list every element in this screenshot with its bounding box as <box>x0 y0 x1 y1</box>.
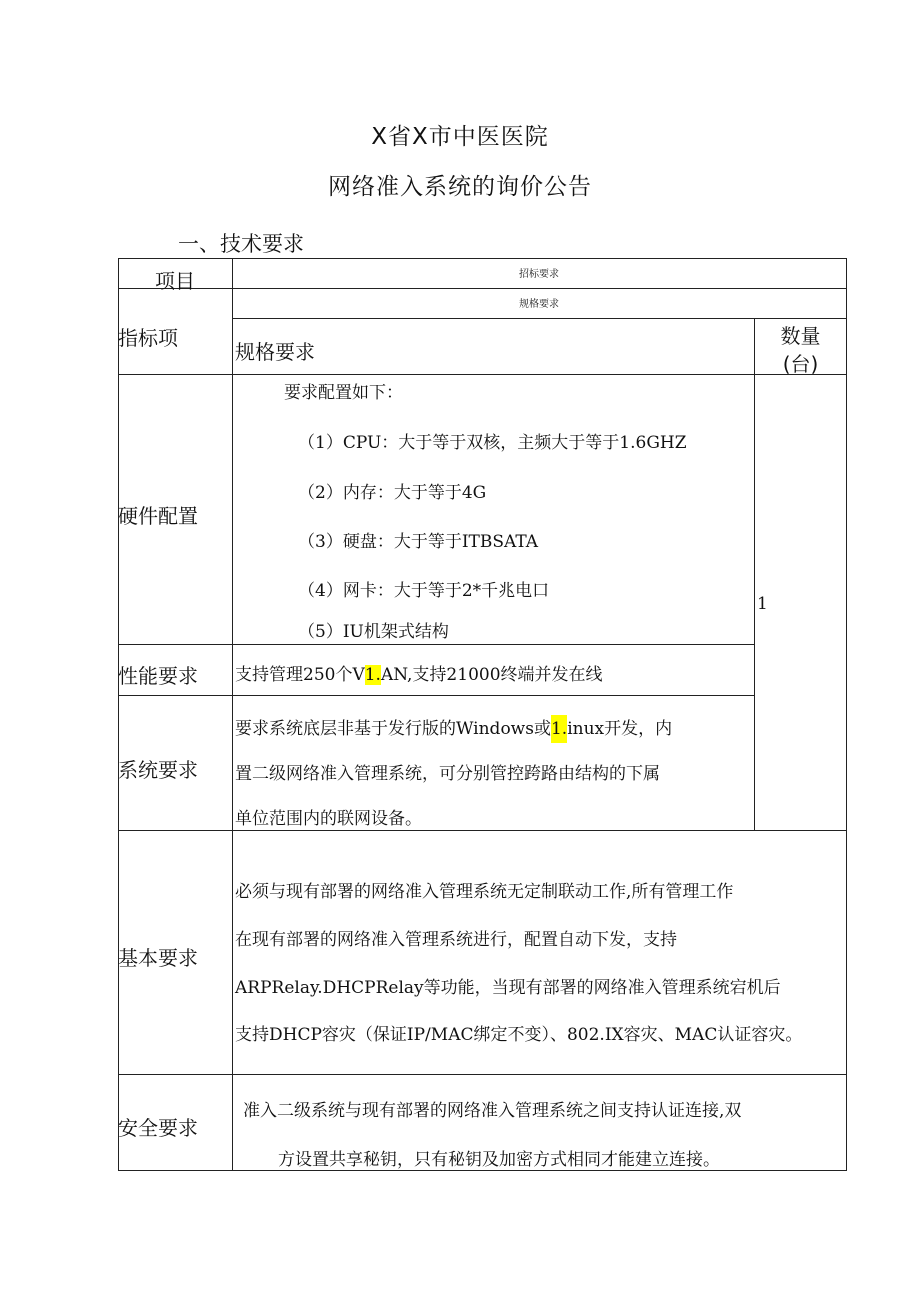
system-line <box>235 714 672 739</box>
hardware-line: （2）内存：大于等于4G <box>298 483 487 503</box>
security-line: 准入二级系统与现有部署的网络准入管理系统之间支持认证连接,双 <box>243 1101 742 1121</box>
header-spec: 规格要求 <box>235 340 315 364</box>
table-hline-5 <box>118 695 755 696</box>
table-border-right <box>846 258 847 1171</box>
system-line1-b: inux开发，内 <box>567 719 673 739</box>
table-hline-4 <box>118 644 755 645</box>
document-subtitle: 网络准入系统的询价公告 <box>328 174 592 200</box>
hardware-line: （1）CPU：大于等于双核，主频大于等于1.6GHZ <box>298 433 687 453</box>
quantity-value: 1 <box>757 594 768 614</box>
basic-line: ARPRelay.DHCPRelay等功能，当现有部署的网络准入管理系统宕机后 <box>235 978 781 998</box>
hardware-line: （3）硬盘：大于等于ITBSATA <box>298 532 539 552</box>
row-label-system: 系统要求 <box>118 758 198 782</box>
header-quantity: 数量 <box>780 324 821 348</box>
header-index: 指标项 <box>118 326 178 350</box>
basic-line: 在现有部署的网络准入管理系统进行，配置自动下发，支持 <box>235 930 677 950</box>
row-label-security: 安全要求 <box>118 1116 198 1140</box>
table-border-left <box>118 258 119 1171</box>
performance-text-b: AN,支持21000终端并发在线 <box>380 665 603 685</box>
table-qty-divider <box>754 318 755 831</box>
table-col-divider <box>232 258 233 1171</box>
table-border-top <box>118 258 847 259</box>
table-border-bottom <box>118 1170 847 1171</box>
header-bidding-requirements: 招标要求 <box>519 269 559 280</box>
basic-line: 支持DHCP容灾（保证IP/MAC绑定不变）、802.IX容灾、MAC认证容灾。 <box>235 1025 803 1045</box>
header-item: 项目 <box>155 269 195 293</box>
section-heading: 一、技术要求 <box>178 232 304 256</box>
row-label-basic: 基本要求 <box>118 946 198 970</box>
security-line: 方设置共享秘钥，只有秘钥及加密方式相同才能建立连接。 <box>278 1150 720 1170</box>
row-label-hardware: 硬件配置 <box>118 504 198 528</box>
hardware-line: （5）IU机架式结构 <box>298 622 449 642</box>
table-hline-6 <box>118 830 847 831</box>
table-hline-7 <box>118 1074 847 1075</box>
performance-highlight: 1. <box>364 665 381 685</box>
hardware-line: （4）网卡：大于等于2*千兆电口 <box>298 581 550 601</box>
system-highlight: 1. <box>551 715 567 743</box>
basic-line: 必须与现有部署的网络准入管理系统无定制联动工作,所有管理工作 <box>235 882 734 902</box>
system-line1-a: 要求系统底层非基于发行版的Windows或 <box>235 719 551 739</box>
hardware-line: 要求配置如下： <box>284 383 403 403</box>
row-label-performance: 性能要求 <box>118 664 198 688</box>
document-title: X省X市中医医院 <box>371 124 549 150</box>
system-line: 置二级网络准入管理系统，可分别管控跨路由结构的下属 <box>235 764 660 784</box>
performance-text <box>235 660 603 685</box>
table-hline-3 <box>118 374 847 375</box>
header-quantity-unit: (台) <box>782 352 819 376</box>
performance-text-a: 支持管理250个V <box>235 665 365 685</box>
system-line: 单位范围内的联网设备。 <box>235 809 422 829</box>
header-spec-group: 规格要求 <box>519 299 559 310</box>
